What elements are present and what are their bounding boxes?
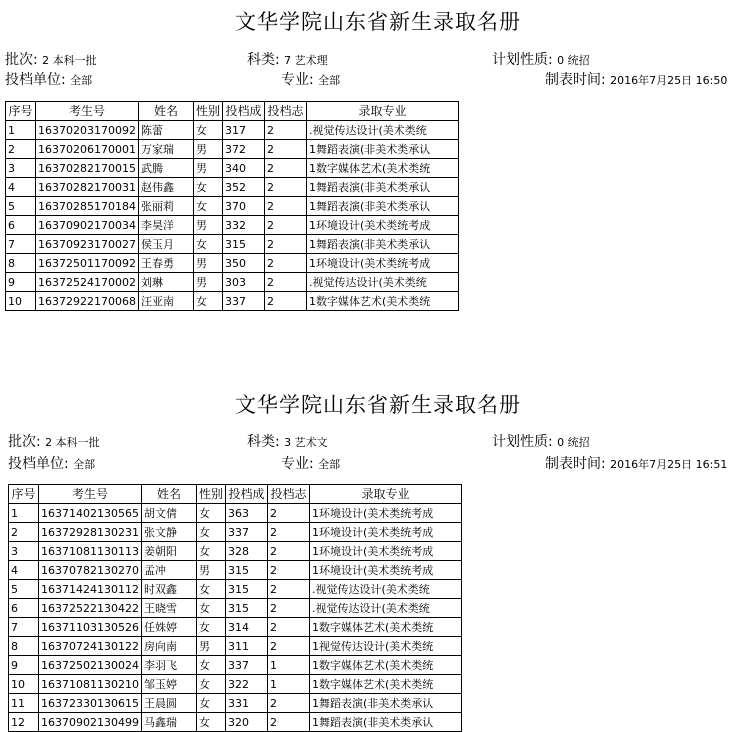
- table-row: [6, 197, 459, 216]
- table-row: [9, 637, 462, 656]
- major-cell: 1环境设计(美术类统考成: [307, 216, 459, 235]
- seq-cell: 3: [6, 159, 36, 178]
- seq-cell: 6: [9, 599, 39, 618]
- gender-cell: 女: [193, 121, 222, 140]
- major-field: 专业: 全部: [281, 456, 341, 472]
- candidate-no-cell: 16370285170184: [36, 197, 139, 216]
- gender-cell: 女: [196, 523, 225, 542]
- score-cell: 303: [223, 273, 265, 292]
- seq-cell: 11: [9, 694, 39, 713]
- major-cell: 1环境设计(美术类统考成: [310, 561, 462, 580]
- column-header: 投档志: [268, 485, 310, 504]
- gender-cell: 女: [193, 235, 222, 254]
- gender-cell: 女: [196, 713, 225, 732]
- gender-cell: 女: [193, 292, 222, 311]
- gender-cell: 女: [193, 178, 222, 197]
- choice-cell: 2: [265, 140, 307, 159]
- column-header: 性别: [196, 485, 225, 504]
- choice-cell: 1: [268, 656, 310, 675]
- table-body: [9, 504, 462, 732]
- name-cell: 时双鑫: [141, 580, 196, 599]
- choice-cell: 2: [265, 235, 307, 254]
- candidate-no-cell: 16371081130113: [39, 542, 142, 561]
- score-cell: 340: [223, 159, 265, 178]
- candidate-no-cell: 16372501170092: [36, 254, 139, 273]
- candidate-no-cell: 16372522130422: [39, 599, 142, 618]
- column-header: 投档志: [265, 102, 307, 121]
- column-header: 序号: [6, 102, 36, 121]
- gender-cell: 男: [193, 140, 222, 159]
- major-cell: 1数字媒体艺术(美术类统: [310, 656, 462, 675]
- name-cell: 张丽莉: [138, 197, 193, 216]
- name-cell: 王晓雪: [141, 599, 196, 618]
- choice-cell: 2: [268, 580, 310, 599]
- seq-cell: 5: [6, 197, 36, 216]
- table-row: [6, 178, 459, 197]
- major-cell: 1数字媒体艺术(美术类统: [310, 618, 462, 637]
- seq-cell: 9: [6, 273, 36, 292]
- score-cell: 363: [226, 504, 268, 523]
- seq-cell: 2: [6, 140, 36, 159]
- major-cell: 1环境设计(美术类统考成: [310, 523, 462, 542]
- candidate-no-cell: 16372922170068: [36, 292, 139, 311]
- table-row: [9, 504, 462, 523]
- gender-cell: 男: [196, 561, 225, 580]
- gender-cell: 女: [196, 656, 225, 675]
- score-cell: 337: [226, 523, 268, 542]
- score-cell: 332: [223, 216, 265, 235]
- column-header: 投档成: [226, 485, 268, 504]
- gender-cell: 女: [196, 599, 225, 618]
- candidate-no-cell: 16372524170002: [36, 273, 139, 292]
- candidate-no-cell: 16372330130615: [39, 694, 142, 713]
- score-cell: 350: [223, 254, 265, 273]
- major-cell: 1环境设计(美术类统考成: [310, 542, 462, 561]
- candidate-no-cell: 16371424130112: [39, 580, 142, 599]
- column-header: 投档成: [223, 102, 265, 121]
- table-row: [9, 599, 462, 618]
- table-row: [9, 523, 462, 542]
- column-header: 姓名: [138, 102, 193, 121]
- column-header: 录取专业: [307, 102, 459, 121]
- score-cell: 315: [226, 580, 268, 599]
- seq-cell: 1: [6, 121, 36, 140]
- candidate-no-cell: 16371402130565: [39, 504, 142, 523]
- candidate-no-cell: 16371081130210: [39, 675, 142, 694]
- seq-cell: 9: [9, 656, 39, 675]
- major-cell: 1环境设计(美术类统考成: [310, 504, 462, 523]
- candidate-no-cell: 16372928130231: [39, 523, 142, 542]
- score-cell: 320: [226, 713, 268, 732]
- major-cell: 1数字媒体艺术(美术类统: [307, 159, 459, 178]
- candidate-no-cell: 16370282170015: [36, 159, 139, 178]
- name-cell: 张文静: [141, 523, 196, 542]
- seq-cell: 1: [9, 504, 39, 523]
- name-cell: 汪亚南: [138, 292, 193, 311]
- gender-cell: 男: [193, 216, 222, 235]
- roster-table: [5, 101, 459, 311]
- name-cell: 侯玉月: [138, 235, 193, 254]
- choice-cell: 2: [265, 178, 307, 197]
- table-row: [6, 140, 459, 159]
- major-cell: 1数字媒体艺术(美术类统: [307, 292, 459, 311]
- table-row: [6, 254, 459, 273]
- choice-cell: 2: [268, 504, 310, 523]
- table-row: [6, 216, 459, 235]
- seq-cell: 7: [9, 618, 39, 637]
- name-cell: 李昊洋: [138, 216, 193, 235]
- candidate-no-cell: 16370203170092: [36, 121, 139, 140]
- name-cell: 任姝婷: [141, 618, 196, 637]
- name-cell: 马鑫瑞: [141, 713, 196, 732]
- choice-cell: 2: [268, 637, 310, 656]
- candidate-no-cell: 16372502130024: [39, 656, 142, 675]
- table-row: [6, 121, 459, 140]
- subject-field: 科类: 3 艺术文: [247, 434, 328, 450]
- plan-field: 计划性质: 0 统招: [492, 434, 590, 450]
- name-cell: 房向南: [141, 637, 196, 656]
- choice-cell: 2: [265, 121, 307, 140]
- table-row: [6, 273, 459, 292]
- major-cell: 1舞蹈表演(非美术类承认: [307, 235, 459, 254]
- choice-cell: 2: [268, 599, 310, 618]
- score-cell: 370: [223, 197, 265, 216]
- seq-cell: 6: [6, 216, 36, 235]
- name-cell: 王晨圆: [141, 694, 196, 713]
- gender-cell: 男: [193, 273, 222, 292]
- table-row: [9, 542, 462, 561]
- score-cell: 328: [226, 542, 268, 561]
- table-row: [6, 235, 459, 254]
- score-cell: 315: [226, 599, 268, 618]
- column-header: 考生号: [36, 102, 139, 121]
- score-cell: 317: [223, 121, 265, 140]
- score-cell: 322: [226, 675, 268, 694]
- name-cell: 陈蕾: [138, 121, 193, 140]
- roster-title: 文华学院山东省新生录取名册: [235, 393, 521, 417]
- major-cell: 1舞蹈表演(非美术类承认: [310, 713, 462, 732]
- gender-cell: 女: [193, 197, 222, 216]
- roster-title: 文华学院山东省新生录取名册: [235, 10, 521, 34]
- table-time-field: 制表时间: 2016年7月25日 16:50: [545, 72, 728, 88]
- batch-field: 批次: 2 本科一批: [8, 434, 100, 450]
- name-cell: 姜朝阳: [141, 542, 196, 561]
- choice-cell: 2: [265, 216, 307, 235]
- seq-cell: 7: [6, 235, 36, 254]
- candidate-no-cell: 16370923170027: [36, 235, 139, 254]
- column-header: 录取专业: [310, 485, 462, 504]
- unit-field: 投档单位: 全部: [5, 72, 93, 88]
- choice-cell: 1: [268, 675, 310, 694]
- score-cell: 337: [223, 292, 265, 311]
- gender-cell: 女: [196, 694, 225, 713]
- gender-cell: 女: [196, 504, 225, 523]
- plan-field: 计划性质: 0 统招: [492, 52, 590, 68]
- gender-cell: 男: [193, 254, 222, 273]
- seq-cell: 8: [6, 254, 36, 273]
- candidate-no-cell: 16371103130526: [39, 618, 142, 637]
- score-cell: 331: [226, 694, 268, 713]
- seq-cell: 10: [9, 675, 39, 694]
- major-field: 专业: 全部: [281, 72, 341, 88]
- major-cell: 1环境设计(美术类统考成: [307, 254, 459, 273]
- choice-cell: 2: [268, 523, 310, 542]
- table-header-row: [6, 102, 459, 121]
- major-cell: 1舞蹈表演(非美术类承认: [307, 140, 459, 159]
- gender-cell: 女: [196, 675, 225, 694]
- major-cell: 1舞蹈表演(非美术类承认: [307, 178, 459, 197]
- seq-cell: 8: [9, 637, 39, 656]
- major-cell: .视觉传达设计(美术类统: [307, 121, 459, 140]
- choice-cell: 2: [268, 561, 310, 580]
- choice-cell: 2: [268, 694, 310, 713]
- name-cell: 邹玉婷: [141, 675, 196, 694]
- candidate-no-cell: 16370782130270: [39, 561, 142, 580]
- seq-cell: 12: [9, 713, 39, 732]
- choice-cell: 2: [268, 542, 310, 561]
- table-row: [9, 694, 462, 713]
- choice-cell: 2: [265, 292, 307, 311]
- table-body: [6, 121, 459, 311]
- candidate-no-cell: 16370902130499: [39, 713, 142, 732]
- major-cell: .视觉传达设计(美术类统: [307, 273, 459, 292]
- choice-cell: 2: [268, 713, 310, 732]
- score-cell: 311: [226, 637, 268, 656]
- table-header-row: [9, 485, 462, 504]
- major-cell: .视觉传达设计(美术类统: [310, 580, 462, 599]
- seq-cell: 4: [6, 178, 36, 197]
- column-header: 姓名: [141, 485, 196, 504]
- table-row: [9, 675, 462, 694]
- major-cell: 1视觉传达设计(美术类统: [310, 637, 462, 656]
- name-cell: 赵伟鑫: [138, 178, 193, 197]
- seq-cell: 3: [9, 542, 39, 561]
- score-cell: 315: [223, 235, 265, 254]
- score-cell: 314: [226, 618, 268, 637]
- name-cell: 李羽飞: [141, 656, 196, 675]
- gender-cell: 女: [196, 542, 225, 561]
- name-cell: 刘琳: [138, 273, 193, 292]
- seq-cell: 10: [6, 292, 36, 311]
- gender-cell: 女: [196, 580, 225, 599]
- score-cell: 315: [226, 561, 268, 580]
- major-cell: 1数字媒体艺术(美术类统: [310, 675, 462, 694]
- subject-field: 科类: 7 艺术理: [247, 52, 328, 68]
- batch-field: 批次: 2 本科一批: [5, 52, 97, 68]
- choice-cell: 2: [265, 159, 307, 178]
- candidate-no-cell: 16370206170001: [36, 140, 139, 159]
- name-cell: 王春勇: [138, 254, 193, 273]
- major-cell: .视觉传达设计(美术类统: [310, 599, 462, 618]
- table-row: [9, 580, 462, 599]
- roster-table: [8, 484, 462, 732]
- candidate-no-cell: 16370282170031: [36, 178, 139, 197]
- gender-cell: 男: [196, 637, 225, 656]
- score-cell: 372: [223, 140, 265, 159]
- choice-cell: 2: [268, 618, 310, 637]
- roster-section-2: [0, 383, 756, 732]
- column-header: 性别: [193, 102, 222, 121]
- table-row: [9, 713, 462, 732]
- choice-cell: 2: [265, 197, 307, 216]
- seq-cell: 5: [9, 580, 39, 599]
- roster-section-1: [0, 0, 756, 320]
- table-row: [9, 618, 462, 637]
- choice-cell: 2: [265, 273, 307, 292]
- column-header: 序号: [9, 485, 39, 504]
- table-row: [9, 656, 462, 675]
- table-row: [6, 159, 459, 178]
- seq-cell: 2: [9, 523, 39, 542]
- name-cell: 孟冲: [141, 561, 196, 580]
- candidate-no-cell: 16370902170034: [36, 216, 139, 235]
- unit-field: 投档单位: 全部: [8, 456, 96, 472]
- score-cell: 337: [226, 656, 268, 675]
- table-row: [9, 561, 462, 580]
- gender-cell: 男: [193, 159, 222, 178]
- major-cell: 1舞蹈表演(非美术类承认: [307, 197, 459, 216]
- seq-cell: 4: [9, 561, 39, 580]
- gender-cell: 女: [196, 618, 225, 637]
- name-cell: 武腾: [138, 159, 193, 178]
- name-cell: 万家瑞: [138, 140, 193, 159]
- name-cell: 胡文倩: [141, 504, 196, 523]
- choice-cell: 2: [265, 254, 307, 273]
- score-cell: 352: [223, 178, 265, 197]
- table-row: [6, 292, 459, 311]
- column-header: 考生号: [39, 485, 142, 504]
- table-time-field: 制表时间: 2016年7月25日 16:51: [545, 456, 728, 472]
- major-cell: 1舞蹈表演(非美术类承认: [310, 694, 462, 713]
- candidate-no-cell: 16370724130122: [39, 637, 142, 656]
